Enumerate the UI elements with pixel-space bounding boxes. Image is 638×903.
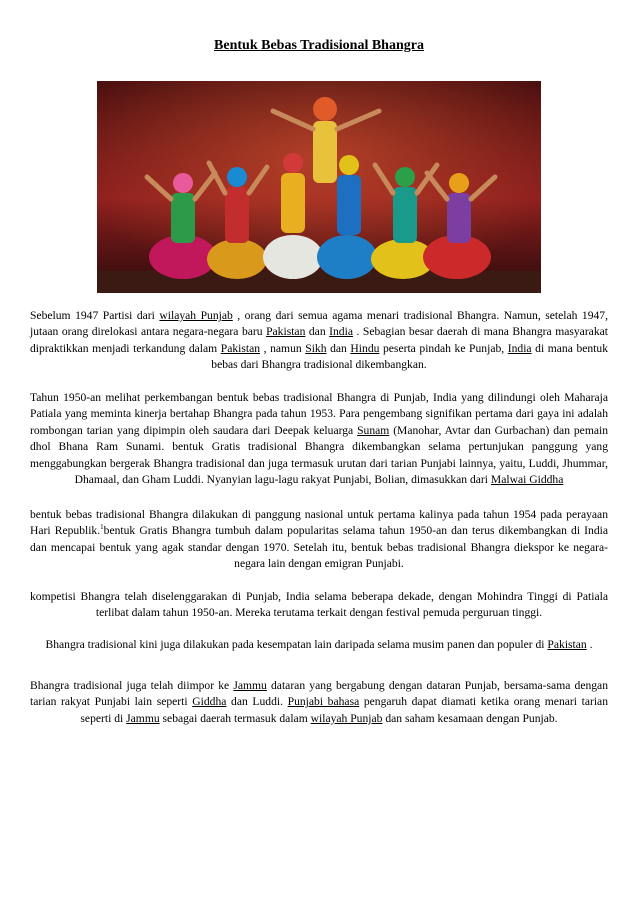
paragraph-5-text: . [586, 638, 593, 651]
paragraph-1-text: Sebelum 1947 Partisi dari [30, 309, 160, 322]
link-india[interactable]: India [329, 325, 353, 339]
paragraph-4-text: kompetisi Bhangra telah diselenggarakan di Punjab, India selama beberapa dekade, dengan Mohindra Tinggi di Patiala terlibat dalam tahun 1950-an. Mereka terutama terkait dengan festival pemuda perguruan tinggi. [30, 590, 608, 620]
paragraph-1-text: peserta pindah ke Punjab, [379, 341, 508, 355]
paragraph-6-text: dan Luddi. [226, 695, 288, 709]
document-title: Bentuk Bebas Tradisional Bhangra [214, 38, 424, 53]
paragraph-1 [30, 308, 608, 374]
paragraph-4 [30, 589, 608, 622]
paragraph-2 [30, 390, 608, 488]
paragraph-1-text: di mana bentuk bebas dari Bhangra tradisional dikembangkan. [211, 341, 608, 372]
paragraph-3 [30, 507, 608, 573]
link-giddha[interactable]: Giddha [192, 695, 227, 709]
paragraph-1-text: . Sebagian besar daerah di mana Bhangra masyarakat dipraktikkan menjadi terkandung dalam [30, 325, 608, 355]
paragraph-6-text: dan saham kesamaan dengan Punjab. [382, 711, 558, 725]
link-hindu[interactable]: Hindu [350, 341, 380, 355]
link-jammu[interactable]: Jammu [126, 711, 160, 725]
link-wilayah-punjab[interactable]: wilayah Punjab [159, 309, 233, 322]
paragraph-1-text: dan [326, 341, 351, 355]
link-pakistan[interactable]: Pakistan [220, 341, 261, 355]
paragraph-5 [30, 637, 608, 653]
link-pakistan[interactable]: Pakistan [547, 638, 587, 651]
paragraph-6-text: sebagai daerah termasuk dalam [159, 711, 311, 725]
paragraph-3-text: bentuk bebas tradisional Bhangra dilakukan di panggung nasional untuk pertama kalinya pada tahun 1954 pada perayaan Hari Republik. [30, 508, 608, 538]
paragraph-1-text: , orang dari semua agama menari tradisional Bhangra. Namun, setelah 1947, jutaan orang direlokasi antara negara-negara baru [30, 309, 608, 339]
paragraph-5-text: Bhangra tradisional kini juga dilakukan pada kesempatan lain daripada selama musim panen dan populer di [45, 638, 548, 651]
paragraph-1-text: dan [305, 325, 330, 339]
link-malwai-giddha[interactable]: Malwai Giddha [490, 473, 564, 487]
paragraph-2-text: (Manohar, Avtar dan Gurbachan) dan pemain dhol Bhana Ram Sunami. bentuk Gratis tradisional Bhangra dikembangkan selama pertunjukan panggung yang menggabungkan bergerak Bhangra tradisional dan juga termasuk urutan dari tarian Punjabi lainnya, yaitu, Luddi, Jhummar, Dhamaal, dan Gham Luddi. Nyanyian lagu-lagu rakyat Punjabi, Bolian, dimasukkan dari [30, 423, 609, 487]
link-punjabi-bahasa[interactable]: Punjabi bahasa [287, 695, 360, 709]
paragraph-6 [30, 678, 608, 727]
paragraph-6-text: pengaruh dapat diamati ketika orang menari tarian seperti di [80, 695, 608, 725]
footnote-marker[interactable]: 1 [100, 523, 104, 532]
link-sikh[interactable]: Sikh [305, 341, 327, 355]
link-india[interactable]: India [507, 341, 532, 355]
paragraph-6-text: Bhangra tradisional juga telah diimpor ke [30, 679, 234, 692]
paragraph-1-text: , namun [260, 341, 306, 355]
link-sunam[interactable]: Sunam [357, 423, 390, 437]
paragraph-6-text: dataran yang bergabung dengan dataran Punjab, bersama-sama dengan tarian rakyat Punjabi lain seperti [30, 679, 608, 709]
bhangra-dancers-photo [97, 81, 541, 293]
paragraph-2-text: Tahun 1950-an melihat perkembangan bentuk bebas tradisional Bhangra di Punjab, India yang dilindungi oleh Maharaja Patiala yang meminta kinerja bertahap Bhangra pada tahun 1953. Para pengembang signifikan pertama dari gaya ini adalah rombongan tarian yang dipimpin oleh saudara dari Deepak keluarga [30, 391, 608, 437]
link-wilayah-punjab[interactable]: wilayah Punjab [310, 711, 383, 725]
paragraph-3-text: bentuk Gratis Bhangra tumbuh dalam popularitas selama tahun 1950-an dan terus dikembangkan di India dan mencapai bentuk yang agak standar dengan 1970. Setelah itu, bentuk bebas tradisional Bhangra diekspor ke negara-negara lain dengan emigran Punjabi. [30, 524, 609, 571]
link-pakistan[interactable]: Pakistan [266, 325, 306, 339]
link-jammu[interactable]: Jammu [233, 679, 267, 692]
